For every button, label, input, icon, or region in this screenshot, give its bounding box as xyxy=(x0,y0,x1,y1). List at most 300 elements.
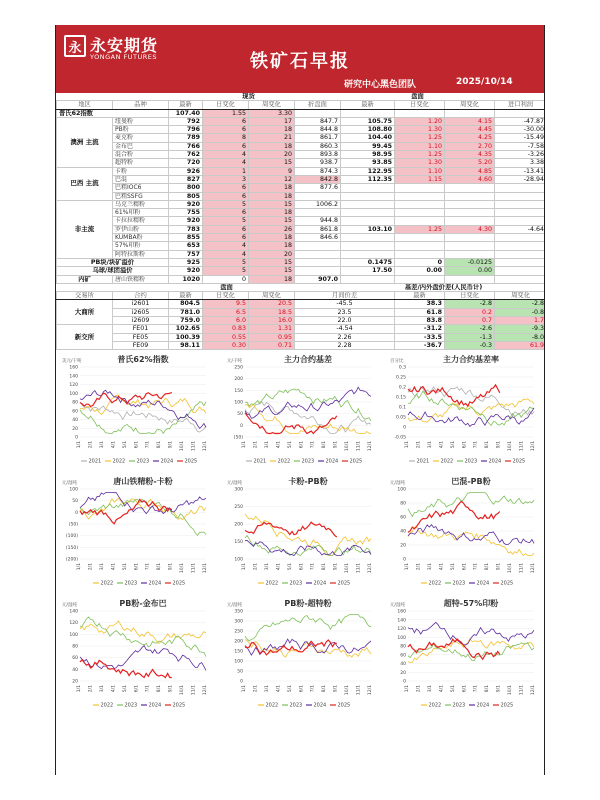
x-tick-label: 9/1 xyxy=(168,441,174,449)
x-tick-label: 1/1 xyxy=(405,563,410,571)
product-name: 金布巴 xyxy=(113,142,169,150)
spread-chart xyxy=(388,475,538,587)
region-label: 巴西 主流 xyxy=(57,167,113,200)
table-cell: 9 xyxy=(249,167,295,175)
table-cell xyxy=(341,275,395,283)
legend-label: 2022 xyxy=(428,702,442,709)
table-cell: 3 xyxy=(203,175,249,183)
table-cell: 16.0 xyxy=(249,317,295,325)
table-group-header xyxy=(57,284,546,292)
column-header: 日变化 xyxy=(203,292,249,300)
table-row xyxy=(57,184,546,192)
table-cell: 4.35 xyxy=(445,151,495,159)
product-name: KUMBA粉 xyxy=(113,234,169,242)
legend-label: 2025 xyxy=(172,702,186,709)
table-cell xyxy=(295,258,341,266)
x-tick-label: 7/1 xyxy=(310,685,316,693)
table-cell: 781.0 xyxy=(169,308,203,316)
chart-svg xyxy=(225,353,375,465)
x-tick-label: 11/1 xyxy=(519,685,525,696)
y-tick-label: 0.1 xyxy=(398,405,406,411)
legend-label: 2022 xyxy=(277,458,291,465)
chart-unit: 元/湿吨 xyxy=(227,481,243,487)
y-tick-label: 60 xyxy=(400,515,406,521)
y-tick-label: 20 xyxy=(72,426,78,432)
y-tick-label: 200 xyxy=(234,377,243,383)
y-tick-label: 0 xyxy=(403,425,406,431)
table-cell xyxy=(341,242,395,250)
x-tick-label: 2/1 xyxy=(253,563,259,571)
y-tick-label: 100 xyxy=(234,557,243,563)
legend-label: 2025 xyxy=(184,458,198,465)
table-cell: 805 xyxy=(169,192,203,200)
y-tick-label: 60 xyxy=(72,656,78,662)
series-line-2023 xyxy=(408,391,534,425)
index-name: 普氏62指数 xyxy=(57,109,169,117)
column-header: 最新 xyxy=(169,101,203,109)
table-cell xyxy=(295,242,341,250)
x-tick-label: 6/1 xyxy=(462,441,468,449)
legend-label: 2025 xyxy=(500,702,514,709)
table-cell: 12 xyxy=(249,175,295,183)
table-cell xyxy=(445,209,495,217)
chart-svg xyxy=(225,597,375,709)
y-tick-label: 150 xyxy=(234,540,243,546)
table-cell: 103.10 xyxy=(341,225,395,233)
table-cell xyxy=(495,267,546,275)
spot-price-table xyxy=(56,93,545,284)
table-cell: -4.64 xyxy=(495,225,546,233)
y-tick-label: 80 xyxy=(72,400,78,406)
legend-label: 2025 xyxy=(349,458,363,465)
table-cell: 98.95 xyxy=(341,151,395,159)
x-tick-label: 2/1 xyxy=(416,441,422,449)
legend-label: 2024 xyxy=(148,702,162,709)
x-tick-label: 10/1 xyxy=(345,685,351,696)
x-tick-label: 1/1 xyxy=(77,563,82,571)
table-cell: 757 xyxy=(169,250,203,258)
spread-chart xyxy=(225,475,375,587)
table-cell: -30.00 xyxy=(495,126,546,134)
table-cell: 0.2 xyxy=(445,308,495,316)
y-tick-label: 140 xyxy=(69,374,78,380)
x-tick-label: 8/1 xyxy=(322,441,328,449)
table-cell: 6.0 xyxy=(203,317,249,325)
series-line-2025 xyxy=(245,522,337,537)
legend-label: 2022 xyxy=(112,458,126,465)
table-cell: 920 xyxy=(169,217,203,225)
table-cell: 925 xyxy=(169,258,203,266)
x-tick-label: 2/1 xyxy=(88,441,94,449)
table-cell: 6 xyxy=(203,126,249,134)
x-tick-label: 12/1 xyxy=(368,441,373,452)
x-tick-label: 8/1 xyxy=(322,685,328,693)
table-cell: 827 xyxy=(169,175,203,183)
table-cell: 1.15 xyxy=(395,175,445,183)
x-tick-label: 11/1 xyxy=(356,441,362,452)
table-cell xyxy=(495,192,546,200)
table-cell xyxy=(341,200,395,208)
table-cell xyxy=(445,192,495,200)
table-row xyxy=(57,117,546,125)
product-name: 卡粉 xyxy=(113,167,169,175)
x-tick-label: 8/1 xyxy=(485,685,491,693)
y-tick-label: 200 xyxy=(234,522,243,528)
table-cell: 21 xyxy=(249,134,295,142)
table-cell: 5 xyxy=(203,200,249,208)
exchange-label: 大商所 xyxy=(57,300,113,325)
x-tick-label: 11/1 xyxy=(519,563,525,574)
table-cell xyxy=(395,209,445,217)
region-label: 澳洲 主流 xyxy=(57,117,113,167)
x-tick-label: 9/1 xyxy=(333,563,339,571)
table-cell: 874.3 xyxy=(295,167,341,175)
x-tick-label: 3/1 xyxy=(264,563,270,571)
legend-label: 2022 xyxy=(440,458,454,465)
legend-label: 2025 xyxy=(512,458,526,465)
legend-label: 2023 xyxy=(136,458,150,465)
table-cell: 6.5 xyxy=(203,308,249,316)
x-tick-label: 9/1 xyxy=(168,563,174,571)
x-tick-label: 12/1 xyxy=(203,563,208,574)
table-cell: 766 xyxy=(169,142,203,150)
table-cell xyxy=(295,109,341,117)
spread-chart xyxy=(60,353,210,465)
spread-chart xyxy=(388,597,538,709)
table-cell: -15.49 xyxy=(495,134,546,142)
x-tick-label: 9/1 xyxy=(496,563,502,571)
y-tick-label: 80 xyxy=(400,644,406,650)
product-name: 纽曼粉 xyxy=(113,117,169,125)
table-row xyxy=(57,200,546,208)
table-cell: 1 xyxy=(203,167,249,175)
table-cell: 0 xyxy=(395,258,445,266)
table-cell: 789 xyxy=(169,134,203,142)
table-cell: -33.5 xyxy=(395,333,445,341)
table-cell: 4.25 xyxy=(445,134,495,142)
table-cell: 4 xyxy=(203,151,249,159)
table-cell: -31.2 xyxy=(395,325,445,333)
product-name: 卡拉拉精粉 xyxy=(113,217,169,225)
table-cell: 20.5 xyxy=(249,300,295,308)
chart-grid xyxy=(56,350,544,720)
chart-svg xyxy=(60,475,210,587)
table-cell: 108.80 xyxy=(341,126,395,134)
region-label: 非主流 xyxy=(57,200,113,258)
y-tick-label: 50 xyxy=(237,412,243,418)
table-cell: 759.0 xyxy=(169,317,203,325)
table-cell: -7.58 xyxy=(495,142,546,150)
column-header: 交易所 xyxy=(57,292,113,300)
y-tick-label: 100 xyxy=(397,487,406,493)
spread-row xyxy=(57,267,546,275)
report-header xyxy=(56,25,544,93)
report-title: 铁矿石早报 xyxy=(250,51,350,72)
region-label: 内矿 xyxy=(57,275,113,283)
group-label-spot: 现货 xyxy=(242,93,255,100)
table-cell: 20 xyxy=(249,151,295,159)
legend-label: 2022 xyxy=(428,580,442,587)
x-tick-label: 1/1 xyxy=(405,441,410,449)
table-cell: 107.40 xyxy=(169,109,203,117)
table-cell: 1.25 xyxy=(395,134,445,142)
y-tick-label: 60 xyxy=(400,653,406,659)
table-cell: 2.70 xyxy=(445,142,495,150)
x-tick-label: 8/1 xyxy=(322,563,328,571)
table-cell: 792 xyxy=(169,117,203,125)
column-header: 品种 xyxy=(113,101,169,109)
x-tick-label: 1/1 xyxy=(242,441,247,449)
y-tick-label: 40 xyxy=(72,668,78,674)
table-cell: 18 xyxy=(249,209,295,217)
y-tick-label: 0 xyxy=(403,557,406,563)
table-cell xyxy=(495,184,546,192)
table-cell: 796 xyxy=(169,126,203,134)
logo-name-en: YONGAN FUTURES xyxy=(90,53,157,61)
table-cell: 846.6 xyxy=(295,234,341,242)
x-tick-label: 12/1 xyxy=(368,563,373,574)
y-tick-label: 100 xyxy=(234,659,243,665)
table-cell: 4 xyxy=(203,242,249,250)
table-cell: 804.5 xyxy=(169,300,203,308)
y-tick-label: 120 xyxy=(69,383,78,389)
x-tick-label: 7/1 xyxy=(145,685,151,693)
group-label-basis: 基差/内外盘价差(人民币计) xyxy=(404,283,483,291)
column-header: 日变化 xyxy=(395,101,445,109)
table-cell: 15 xyxy=(249,258,295,266)
table-cell: 2.26 xyxy=(295,333,395,341)
table-row xyxy=(57,151,546,159)
table-cell xyxy=(495,200,546,208)
product-name: 混合粉 xyxy=(113,151,169,159)
y-tick-label: 300 xyxy=(234,619,243,625)
x-tick-label: 6/1 xyxy=(299,563,305,571)
x-tick-label: 4/1 xyxy=(439,685,445,693)
y-tick-label: 160 xyxy=(69,365,78,371)
series-line-2021 xyxy=(408,387,534,416)
table-row xyxy=(57,192,546,200)
y-tick-label: 120 xyxy=(69,621,78,627)
table-cell: 1.31 xyxy=(249,325,295,333)
product-name: 乌克兰精粉 xyxy=(113,200,169,208)
table-cell xyxy=(341,192,395,200)
table-header-row xyxy=(57,101,546,109)
legend-label: 2021 xyxy=(253,458,267,465)
chart-unit: 元/湿吨 xyxy=(227,603,243,609)
x-tick-label: 7/1 xyxy=(473,441,479,449)
y-tick-label: 100 xyxy=(234,400,243,406)
legend-label: 2024 xyxy=(148,580,162,587)
table-row xyxy=(57,134,546,142)
table-cell xyxy=(445,109,495,117)
series-line-2023 xyxy=(408,643,534,661)
x-tick-label: 4/1 xyxy=(439,563,445,571)
table-cell: 860.3 xyxy=(295,142,341,150)
x-tick-label: 1/1 xyxy=(77,685,82,693)
table-cell: 4.30 xyxy=(445,225,495,233)
y-tick-label: 0 xyxy=(75,511,78,517)
y-tick-label: (150) xyxy=(65,546,78,552)
chart-unit: 美元/干吨 xyxy=(62,359,82,365)
chart-unit: 百分比 xyxy=(390,359,404,365)
table-row xyxy=(57,225,546,233)
legend-label: 2023 xyxy=(452,702,466,709)
table-cell xyxy=(395,109,445,117)
table-cell: 5 xyxy=(203,217,249,225)
y-tick-label: 80 xyxy=(72,644,78,650)
table-cell: -0.0125 xyxy=(445,258,495,266)
product-name: 57%印粉 xyxy=(113,242,169,250)
exchange-label: 新交所 xyxy=(57,325,113,350)
table-cell: 0.83 xyxy=(203,325,249,333)
table-cell: -4.54 xyxy=(295,325,395,333)
table-cell: 8 xyxy=(203,134,249,142)
table-cell: 83.8 xyxy=(395,317,445,325)
table-cell: -28.94 xyxy=(495,175,546,183)
group-label-disk: 盘面 xyxy=(411,93,424,100)
column-header: 进口利润 xyxy=(495,101,546,109)
table-cell xyxy=(57,284,113,292)
legend-label: 2021 xyxy=(416,458,430,465)
x-tick-label: 1/1 xyxy=(405,685,410,693)
legend-label: 2022 xyxy=(265,580,279,587)
series-line-2024 xyxy=(80,646,206,671)
x-tick-label: 6/1 xyxy=(462,563,468,571)
table-cell: 122.95 xyxy=(341,167,395,175)
table-cell: 877.6 xyxy=(295,184,341,192)
legend-label: 2024 xyxy=(325,458,339,465)
table-cell: -0.8 xyxy=(495,308,545,316)
x-tick-label: 6/1 xyxy=(299,685,305,693)
legend-label: 2025 xyxy=(500,580,514,587)
series-line-2021 xyxy=(80,402,206,432)
table-cell: 0.71 xyxy=(249,341,295,349)
table-cell: 5 xyxy=(203,258,249,266)
table-cell xyxy=(445,200,495,208)
chart-title: PB粉-超特粉 xyxy=(284,599,332,609)
legend-label: 2023 xyxy=(464,458,478,465)
table-cell: 20 xyxy=(249,250,295,258)
x-tick-label: 4/1 xyxy=(439,441,445,449)
series-line-2024 xyxy=(408,408,534,427)
series-line-2023 xyxy=(80,402,206,434)
table-row xyxy=(57,308,546,316)
table-cell: 6 xyxy=(203,234,249,242)
table-cell xyxy=(341,184,395,192)
product-name: 巴粗SSFG xyxy=(113,192,169,200)
y-tick-label: 100 xyxy=(69,633,78,639)
x-tick-label: 7/1 xyxy=(473,685,479,693)
table-row xyxy=(57,217,546,225)
chart-title: 巴混-PB粉 xyxy=(451,477,491,487)
table-cell xyxy=(445,275,495,283)
table-cell: 920 xyxy=(169,267,203,275)
table-cell xyxy=(495,109,546,117)
group-label-disk: 盘面 xyxy=(220,283,233,291)
spread-chart xyxy=(225,597,375,709)
table-row xyxy=(57,175,546,183)
chart-title: 主力合约基差 xyxy=(284,355,332,365)
x-tick-label: 12/1 xyxy=(531,685,536,696)
x-tick-label: 8/1 xyxy=(485,563,491,571)
chart-svg xyxy=(388,475,538,587)
table-cell: 9.5 xyxy=(203,300,249,308)
x-tick-label: 11/1 xyxy=(191,563,197,574)
y-tick-label: 100 xyxy=(397,635,406,641)
legend-label: 2025 xyxy=(337,702,351,709)
table-cell: 15 xyxy=(249,200,295,208)
table-cell: 17 xyxy=(249,117,295,125)
table-cell: 6 xyxy=(203,209,249,217)
chart-unit: 元/干吨 xyxy=(227,359,243,365)
table-cell: 0 xyxy=(203,275,249,283)
legend-label: 2024 xyxy=(476,702,490,709)
team-name: 研究中心黑色团队 xyxy=(344,80,417,90)
table-cell: 4.60 xyxy=(445,175,495,183)
table-cell: 18 xyxy=(249,142,295,150)
x-tick-label: 8/1 xyxy=(485,441,491,449)
x-tick-label: 2/1 xyxy=(88,563,94,571)
x-tick-label: 2/1 xyxy=(253,441,259,449)
y-tick-label: 350 xyxy=(234,609,243,615)
table-cell: 1.20 xyxy=(395,117,445,125)
table-cell: 1020 xyxy=(169,275,203,283)
series-line-2023 xyxy=(80,617,206,657)
table-row xyxy=(57,325,546,333)
table-cell: -9.3 xyxy=(495,325,545,333)
table-cell: 98.11 xyxy=(169,341,203,349)
table-cell: 1.7 xyxy=(495,317,545,325)
x-tick-label: 3/1 xyxy=(264,685,270,693)
x-tick-label: 4/1 xyxy=(111,441,117,449)
table-cell xyxy=(295,209,341,217)
table-cell: 3.38 xyxy=(495,159,546,167)
x-tick-label: 6/1 xyxy=(134,563,140,571)
x-tick-label: 2/1 xyxy=(416,685,422,693)
futures-table xyxy=(56,284,545,350)
table-cell: 6 xyxy=(203,184,249,192)
legend-label: 2023 xyxy=(124,580,138,587)
chart-svg xyxy=(60,353,210,465)
x-tick-label: 4/1 xyxy=(111,685,117,693)
legend-label: 2025 xyxy=(337,580,351,587)
x-tick-label: 9/1 xyxy=(168,685,174,693)
x-tick-label: 7/1 xyxy=(145,441,151,449)
x-tick-label: 12/1 xyxy=(203,441,208,452)
column-header: 周变化 xyxy=(249,292,295,300)
table-cell xyxy=(395,184,445,192)
x-tick-label: 3/1 xyxy=(264,441,270,449)
chart-title: 超特-57%印粉 xyxy=(443,599,499,609)
table-cell xyxy=(341,209,395,217)
y-tick-label: 20 xyxy=(72,679,78,685)
spread-name: PB块/块矿溢价 xyxy=(57,258,169,266)
table-cell: 93.85 xyxy=(341,159,395,167)
x-tick-label: 10/1 xyxy=(508,441,514,452)
product-name: 61%印粉 xyxy=(113,209,169,217)
table-cell: 0.00 xyxy=(445,267,495,275)
contract-name: i2601 xyxy=(113,300,169,308)
table-cell: -2.8 xyxy=(445,300,495,308)
x-tick-label: 1/1 xyxy=(77,441,82,449)
table-cell xyxy=(395,242,445,250)
x-tick-label: 4/1 xyxy=(111,563,117,571)
table-cell xyxy=(495,234,546,242)
table-cell: 653 xyxy=(169,242,203,250)
x-tick-label: 5/1 xyxy=(122,441,128,449)
y-tick-label: 20 xyxy=(400,670,406,676)
legend-label: 2023 xyxy=(452,580,466,587)
